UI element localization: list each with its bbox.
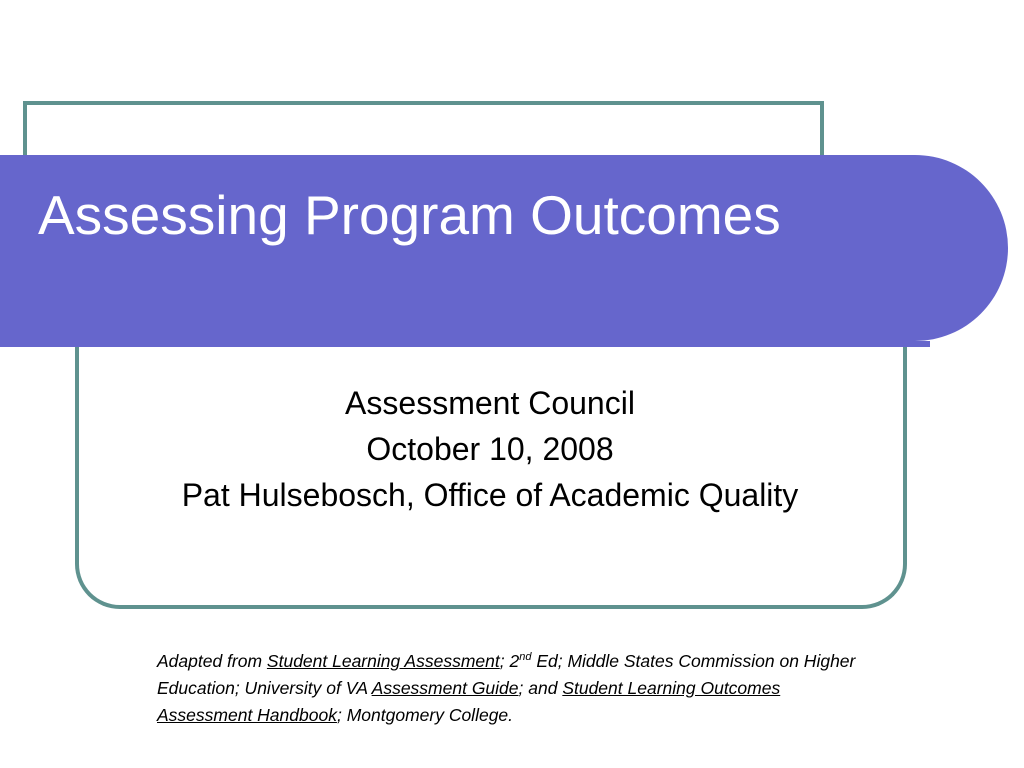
footnote-book-title: Student Learning Outcomes Assessment Handbook <box>157 678 781 725</box>
footnote-text: ; 2 <box>499 651 520 671</box>
slide-title: Assessing Program Outcomes <box>38 184 781 246</box>
title-band-underline <box>0 341 930 347</box>
footnote-book-title: Assessment Guide <box>371 678 519 698</box>
subtitle-council: Assessment Council <box>345 385 635 421</box>
footnote-book-title: Student Learning Assessment <box>266 651 500 671</box>
footnote-text: ; and <box>518 678 563 698</box>
source-footnote <box>157 648 877 729</box>
subtitle-date: October 10, 2008 <box>366 431 614 467</box>
subtitle-block <box>150 386 830 513</box>
footnote-text: Ed; Middle States Commission on Higher Education; University of VA <box>157 651 856 698</box>
footnote-superscript: nd <box>519 651 532 664</box>
subtitle-presenter: Pat Hulsebosch, Office of Academic Quality <box>181 477 799 513</box>
footnote-text: Adapted from <box>157 651 267 671</box>
footnote-text: ; Montgomery College. <box>336 705 514 725</box>
